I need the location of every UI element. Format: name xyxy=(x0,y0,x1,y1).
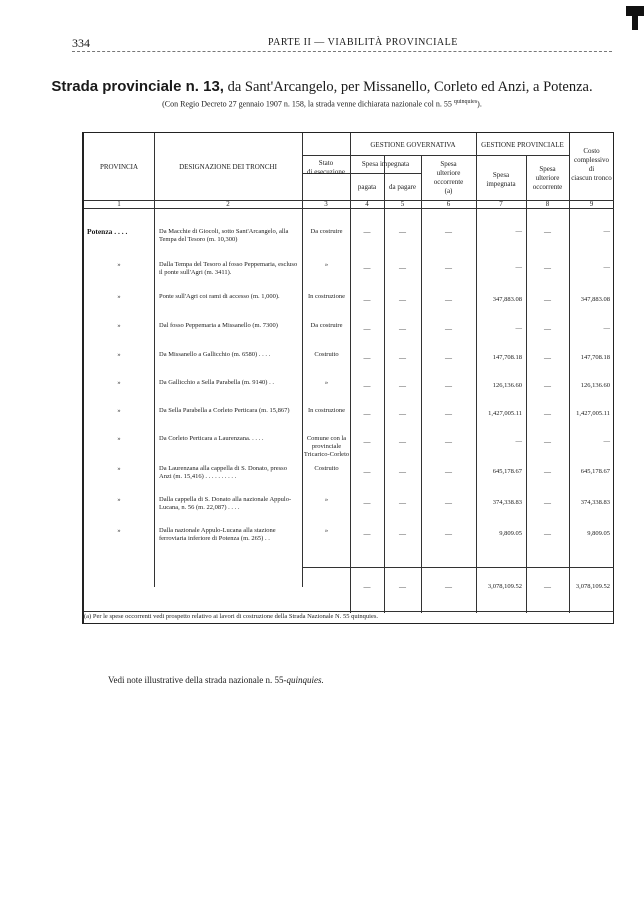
cell-c7: 126,136.60 xyxy=(492,382,522,389)
cell-c4: — xyxy=(363,499,371,507)
running-head: PARTE II — VIABILITÀ PROVINCIALE xyxy=(268,37,458,48)
cell-c4: — xyxy=(363,325,371,333)
cell-provincia: » xyxy=(117,407,121,414)
column-number: 7 xyxy=(499,200,503,208)
cell-tronco: Da Macchie di Giocoli, sotto Sant'Arcangelo, alla Tempa del Tesoro (m. 10,300) xyxy=(159,228,289,243)
page-subtitle xyxy=(0,99,644,109)
cell-c9: 374,338.83 xyxy=(580,499,610,506)
cell-c7: 645,178.67 xyxy=(492,468,522,475)
cell-stato: Costruito xyxy=(314,351,339,358)
cell-c5: — xyxy=(399,228,406,236)
cell-tronco: Da Corleto Perticara a Laurenzana. . . . . xyxy=(159,435,264,442)
cell-c8: — xyxy=(544,468,551,476)
cell-c6: — xyxy=(445,264,452,272)
column-number: 1 xyxy=(117,200,121,208)
header-spesa-impegnata: Spesa impegnata xyxy=(361,160,410,168)
cell-c4: — xyxy=(363,264,371,272)
cell-c6: — xyxy=(445,228,452,236)
cell-c4: — xyxy=(363,530,371,538)
cell-c7: 147,708.18 xyxy=(492,354,522,361)
column-number: 6 xyxy=(446,200,451,208)
cell-stato: Comune con la provinciale Tricarico-Corleto xyxy=(303,435,350,458)
cell-c9: — xyxy=(603,325,610,332)
cell-provincia: » xyxy=(117,322,121,329)
total-c6: — xyxy=(445,583,452,591)
title-bold: Strada provinciale n. 13, xyxy=(51,78,224,95)
illustrative-note xyxy=(108,675,324,685)
header-rule xyxy=(72,51,612,52)
note-italic: quinquies. xyxy=(286,675,324,685)
subtitle-sup: quinquies xyxy=(453,99,478,105)
footnote: (a) Per le spese occorrenti vedi prospetto relativo ai lavori di costruzione della Strada Nazionale N. 55 quinquies. xyxy=(84,613,379,620)
header-provincia: PROVINCIA xyxy=(99,163,139,171)
cell-c5: — xyxy=(399,354,406,362)
page-title xyxy=(0,78,644,96)
cell-provincia: » xyxy=(117,496,121,503)
cell-c8: — xyxy=(544,499,551,507)
cell-stato: » xyxy=(324,379,329,386)
cell-tronco: Da Gallicchio a Sella Parabella (m. 9140) . . xyxy=(159,379,274,386)
cell-c4: — xyxy=(363,354,371,362)
total-c5: — xyxy=(399,583,406,591)
total-c7: 3,078,109.52 xyxy=(487,583,522,590)
page-number: 334 xyxy=(72,36,90,50)
cell-stato: » xyxy=(324,261,329,268)
cell-c9: — xyxy=(603,228,610,235)
cell-c6: — xyxy=(445,530,452,538)
cell-c9: 147,708.18 xyxy=(580,354,610,361)
cell-provincia: Potenza . . . . xyxy=(87,227,128,236)
cell-c8: — xyxy=(544,410,551,418)
cell-c4: — xyxy=(363,410,371,418)
cell-c5: — xyxy=(399,499,406,507)
column-number: 5 xyxy=(400,200,405,208)
cell-c6: — xyxy=(445,296,452,304)
cell-c6: — xyxy=(445,468,452,476)
cell-c4: — xyxy=(363,468,371,476)
cell-c4: — xyxy=(363,438,371,446)
cell-c6: — xyxy=(445,325,452,333)
subtitle-text: (Con Regio Decreto 27 gennaio 1907 n. 158, la strada venne dichiarata nazionale col n. 55 xyxy=(162,99,452,109)
cell-provincia: » xyxy=(117,379,121,386)
cell-c8: — xyxy=(544,296,551,304)
header-spesa-ulteriore-gov: Spesa ulteriore occorrente (a) xyxy=(433,160,464,195)
cell-provincia: » xyxy=(117,435,121,442)
cell-c5: — xyxy=(399,438,406,446)
header-spesa-ulteriore-prov: Spesa ulteriore occorrente xyxy=(532,165,563,191)
cell-c4: — xyxy=(363,382,371,390)
cell-c7: 1,427,005.11 xyxy=(488,410,522,417)
footnote-rule xyxy=(84,611,614,612)
cell-c9: — xyxy=(603,438,610,445)
note-text: Vedi note illustrative della strada nazionale n. 55- xyxy=(108,675,287,685)
cell-c6: — xyxy=(445,438,452,446)
cell-c8: — xyxy=(544,530,551,538)
cell-stato: In costruzione xyxy=(307,293,345,300)
cell-c5: — xyxy=(399,264,406,272)
cell-c6: — xyxy=(445,499,452,507)
cell-tronco: Dalla nazionale Appulo-Lucana alla stazione ferroviaria inferiore di Potenza (m. 265) . . xyxy=(159,527,276,542)
column-number: 2 xyxy=(226,200,230,208)
header-rule xyxy=(302,155,569,156)
cell-c9: 645,178.67 xyxy=(580,468,610,475)
column-number: 9 xyxy=(589,200,594,208)
cell-stato: » xyxy=(324,527,329,534)
cell-c8: — xyxy=(544,438,551,446)
cell-c9: 347,883.08 xyxy=(580,296,610,303)
header-da-pagare: da pagare xyxy=(388,183,416,191)
cell-c8: — xyxy=(544,264,551,272)
cell-c7: 347,883.08 xyxy=(492,296,522,303)
total-rule xyxy=(302,567,614,568)
cell-c4: — xyxy=(363,296,371,304)
header-costo: Costo complessivo di ciascun tronco xyxy=(571,147,612,182)
header-gestione-governativa: GESTIONE GOVERNATIVA xyxy=(370,141,456,149)
cell-c9: 126,136.60 xyxy=(580,382,610,389)
header-pagata: pagata xyxy=(357,183,377,191)
cell-provincia: » xyxy=(117,261,121,268)
cell-tronco: Da Laurenzana alla cappella di S. Donato, presso Anzi (m. 15,416) . . . . . . . . . . xyxy=(159,465,287,480)
cell-tronco: Da Missanello a Gallicchio (m. 6580) . . . . xyxy=(159,351,271,358)
cell-provincia: » xyxy=(117,465,121,472)
cell-provincia: » xyxy=(117,293,121,300)
cell-tronco: Da Sella Parabella a Corleto Perticara (m. 15,867) xyxy=(159,407,290,414)
cell-c5: — xyxy=(399,325,406,333)
cell-c6: — xyxy=(445,354,452,362)
subtitle-close: ). xyxy=(477,99,482,109)
cell-stato: Costruito xyxy=(314,465,339,472)
cell-stato: Da costruire xyxy=(310,322,343,329)
header-spesa-impegnata-prov: Spesa impegnata xyxy=(486,171,516,188)
cell-c9: 1,427,005.11 xyxy=(576,410,610,417)
cell-c8: — xyxy=(544,354,551,362)
header-stato: Stato di esecuzione xyxy=(307,159,345,176)
cell-c8: — xyxy=(544,325,551,333)
cell-provincia: » xyxy=(117,527,121,534)
total-c8: — xyxy=(544,583,551,591)
cell-c7: — xyxy=(515,228,522,235)
cell-c7: — xyxy=(515,264,522,271)
cell-tronco: Dalla Tempa del Tesoro al fosso Peppemaria, escluso il ponte sull'Agri (m. 3411). xyxy=(159,261,298,276)
cell-c5: — xyxy=(399,530,406,538)
cell-provincia: » xyxy=(117,351,121,358)
cell-c8: — xyxy=(544,382,551,390)
header-gestione-provinciale: GESTIONE PROVINCIALE xyxy=(481,141,564,149)
cell-stato: » xyxy=(324,496,329,503)
cell-tronco: Ponte sull'Agri coi rami di accesso (m. 1,000). xyxy=(159,293,280,300)
cell-c5: — xyxy=(399,468,406,476)
cell-c5: — xyxy=(399,382,406,390)
cell-c6: — xyxy=(445,382,452,390)
data-table xyxy=(82,132,614,624)
cell-stato: In costruzione xyxy=(307,407,345,414)
cell-c5: — xyxy=(399,410,406,418)
header-designazione: DESIGNAZIONE DEI TRONCHI xyxy=(179,163,277,171)
cell-c7: 374,338.83 xyxy=(492,499,522,506)
cell-c9: — xyxy=(603,264,610,271)
cell-stato: Da costruire xyxy=(310,228,343,235)
cell-c7: — xyxy=(515,438,522,445)
cell-tronco: Dal fosso Peppemaria a Missanello (m. 7300) xyxy=(159,322,278,329)
title-rest: da Sant'Arcangelo, per Missanello, Corleto ed Anzi, a Potenza. xyxy=(227,79,593,95)
cell-c7: 9,809.05 xyxy=(499,530,522,537)
cell-c4: — xyxy=(363,228,371,236)
cell-c7: — xyxy=(515,325,522,332)
cell-c5: — xyxy=(399,296,406,304)
column-number: 3 xyxy=(324,200,328,208)
cell-tronco: Dalla cappella di S. Donato alla nazionale Appulo-Lucana, n. 56 (m. 22,087) . . . . xyxy=(159,496,292,511)
page-corner-mark-stem xyxy=(632,12,638,30)
total-c9: 3,078,109.52 xyxy=(575,583,610,590)
cell-c9: 9,809.05 xyxy=(587,530,610,537)
cell-c6: — xyxy=(445,410,452,418)
cell-c8: — xyxy=(544,228,551,236)
total-c4: — xyxy=(363,583,371,591)
column-number: 8 xyxy=(545,200,550,208)
column-number: 4 xyxy=(365,200,369,208)
